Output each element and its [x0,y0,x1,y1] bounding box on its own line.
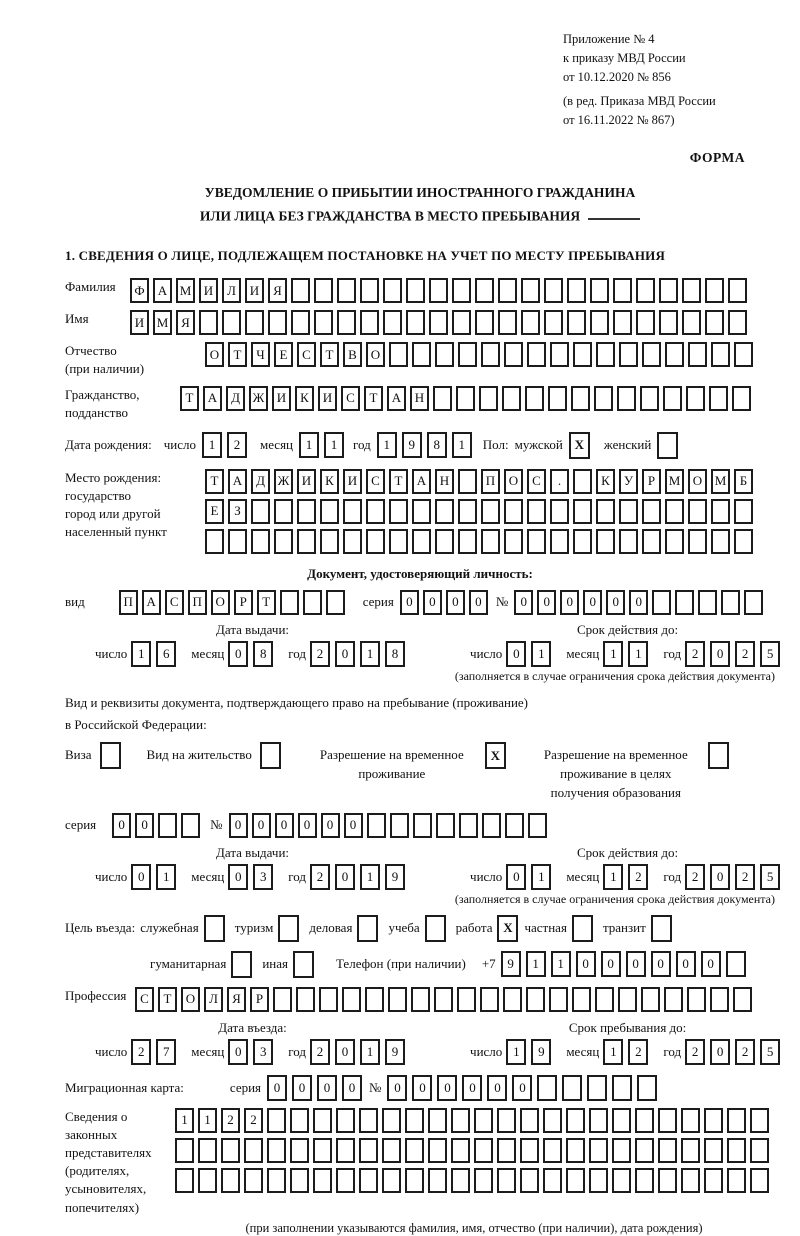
name-label: Имя [65,311,89,327]
birthdate-label: Дата рождения: [65,437,152,453]
citizenship-cells[interactable]: Т А Д Ж И К И С Т А Н [180,386,755,411]
residence-dates-row [65,845,775,890]
option-residence-permit-label: Вид на жительство [146,747,252,763]
residence-issue-group [95,845,410,890]
birth-day-cells[interactable]: 1 2 [202,432,252,458]
option-temp-residence-label: Разрешение на временное проживание [319,747,464,781]
appendix-line: к приказу МВД России [563,50,686,65]
identity-valid-group [470,622,785,667]
year-label: год [663,645,682,661]
citizenship-row [65,386,775,422]
doc-number-cells[interactable]: 0 0 0 0 0 0 [514,590,767,615]
purpose-private-checkbox[interactable] [572,915,593,942]
residence-series-label: серия [65,817,97,833]
option-temp-residence-edu [532,742,729,803]
residence-series-row [65,813,775,838]
mc-series-cells[interactable]: 0 0 0 0 [267,1075,367,1101]
citizenship-label: Гражданство, подданство [65,386,140,420]
form-title-line2: ИЛИ ЛИЦА БЕЗ ГРАЖДАНСТВА В МЕСТО ПРЕБЫВАНИЯ [65,205,775,228]
birthplace-label: Место рождения: государство город или другой населенный пункт [65,469,167,540]
entry-dates-row [65,1020,775,1065]
res-issue-year-cells[interactable]: 2 0 1 9 [310,864,410,890]
month-label: месяц [566,1043,600,1059]
purpose-tourism-label: туризм [234,920,274,936]
month-label: месяц [191,868,225,884]
birthplace-cells-block [205,469,757,559]
sex-male-label: мужской [514,437,563,453]
section1-title: 1. СВЕДЕНИЯ О ЛИЦЕ, ПОДЛЕЖАЩЕМ ПОСТАНОВКЕ НА УЧЕТ ПО МЕСТУ ПРЕБЫВАНИЯ [65,248,666,264]
purpose-humanitarian-label: гуманитарная [150,956,227,972]
form-label: ФОРМА [689,149,745,165]
purpose-study-label: учеба [388,920,420,936]
day-label: число [95,868,128,884]
identity-issue-group [95,622,410,667]
migration-card-row [65,1075,775,1101]
valid-until-head: Срок действия до: [577,621,679,637]
birthplace-cells-row2[interactable]: Е З [205,499,757,524]
purpose-transit-checkbox[interactable] [651,915,672,942]
doc-series-label: серия [362,594,394,610]
option-visa [65,742,121,769]
id-valid-day-cells[interactable]: 0 1 [506,641,556,667]
birthplace-row [65,469,775,559]
phone-cells[interactable]: 9 1 1 0 0 0 0 0 0 [501,951,751,977]
residence-number-label: № [210,817,223,833]
patronymic-cells[interactable]: О Т Ч Е С Т В О [205,342,757,367]
residence-valid-group [470,845,785,890]
valid-until-head: Срок действия до: [577,844,679,860]
phone-prefix: +7 [481,956,496,972]
residence-intro: Вид и реквизиты документа, подтверждающего право на пребывание (проживание) в Российской Федерации: [65,694,529,732]
month-label: месяц [566,868,600,884]
option-temp-residence-edu-checkbox[interactable] [708,742,729,769]
phone-label: Телефон (при наличии) [335,956,466,972]
id-valid-year-cells[interactable]: 2 0 2 5 [685,641,785,667]
mc-number-label: № [369,1079,382,1095]
entry-month-cells[interactable]: 0 3 [228,1039,278,1065]
birthplace-cells-row3[interactable] [205,529,757,554]
purpose-commercial-checkbox[interactable] [357,915,378,942]
doc-kind-cells[interactable]: П А С П О Р Т [119,590,349,615]
month-label: месяц [566,645,600,661]
profession-cells[interactable]: С Т О Л Я Р [135,987,756,1012]
doc-number-label: № [495,594,509,610]
representatives-cells-block [175,1108,773,1236]
representatives-cells-row3[interactable] [175,1168,773,1193]
purpose-row2 [150,951,775,978]
issue-date-head: Дата выдачи: [216,621,290,637]
profession-label: Профессия [65,987,127,1003]
res-valid-day-cells[interactable]: 0 1 [506,864,556,890]
purpose-work-checkbox[interactable]: X [497,915,518,942]
restriction-note: (заполняется в случае ограничения срока действия документа) [454,668,775,683]
purpose-business-checkbox[interactable] [204,915,225,942]
revision-line: (в ред. Приказа МВД России [563,94,716,109]
id-issue-year-cells[interactable]: 2 0 1 8 [310,641,410,667]
id-issue-month-cells[interactable]: 0 8 [228,641,278,667]
identity-dates-row [65,622,775,667]
purpose-label: Цель въезда: [65,920,136,936]
month-label: месяц [191,645,225,661]
id-issue-day-cells[interactable]: 1 6 [131,641,181,667]
year-label: год [288,868,307,884]
appendix-line: Приложение № 4 [563,32,655,46]
representatives-cells-row1[interactable]: 1 1 2 2 [175,1108,773,1133]
res-valid-year-cells[interactable]: 2 0 2 5 [685,864,785,890]
stay-day-cells[interactable]: 1 9 [506,1039,556,1065]
option-visa-label: Виза [65,747,92,763]
purpose-humanitarian-checkbox[interactable] [231,951,252,978]
identity-doc-title: Документ, удостоверяющий личность: [307,565,533,581]
sex-label: Пол: [482,437,509,453]
profession-row [65,987,775,1012]
representatives-note: (при заполнении указываются фамилия, имя, отчество (при наличии), дата рождения) [245,1220,703,1235]
stay-month-cells[interactable]: 1 2 [603,1039,653,1065]
res-issue-day-cells[interactable]: 0 1 [131,864,181,890]
sex-male-checkbox[interactable]: X [569,432,590,459]
year-label: год [663,868,682,884]
appendix-line: от 10.12.2020 № 856 [563,69,671,84]
purpose-work-label: работа [455,920,493,936]
option-temp-residence [307,742,506,784]
res-issue-month-cells[interactable]: 0 3 [228,864,278,890]
option-residence-permit-checkbox[interactable] [260,742,281,769]
day-label: число [95,645,128,661]
title-underline [588,205,640,221]
identity-doc-row [65,590,775,615]
representatives-cells-row2[interactable] [175,1138,773,1163]
purpose-business-label: служебная [140,920,199,936]
doc-kind-label: вид [65,594,85,610]
purpose-other-checkbox[interactable] [293,951,314,978]
day-label: число [470,868,503,884]
birth-year-cells[interactable]: 1 9 8 1 [377,432,477,458]
purpose-commercial-label: деловая [309,920,353,936]
birthplace-cells-row1[interactable]: Т А Д Ж И К И С Т А Н П О С . К У Р М О М Б [205,469,757,494]
option-temp-residence-checkbox[interactable]: X [485,742,506,769]
entry-date-group [95,1020,410,1065]
res-valid-month-cells[interactable]: 1 2 [603,864,653,890]
representatives-row [65,1108,775,1236]
doc-series-cells[interactable]: 0 0 0 0 [400,590,492,615]
stay-until-group [470,1020,785,1065]
id-valid-month-cells[interactable]: 1 1 [603,641,653,667]
revision-line: от 16.11.2022 № 867) [563,113,675,127]
purpose-tourism-checkbox[interactable] [278,915,299,942]
representatives-label: Сведения о законных представителях (родителях, усыновителях, попечителях) [65,1108,152,1215]
residence-series-cells[interactable]: 0 0 [112,813,204,838]
patronymic-row [65,342,775,378]
issue-date-head: Дата выдачи: [216,844,290,860]
sex-female-checkbox[interactable] [657,432,678,459]
entry-year-cells[interactable]: 2 0 1 9 [310,1039,410,1065]
surname-row [65,278,775,303]
option-residence-permit [147,742,281,769]
purpose-other-label: иная [262,956,288,972]
mc-series-label: серия [229,1079,262,1095]
day-label: число [163,437,196,453]
residence-options-row [65,742,775,803]
year-label: год [663,1043,682,1059]
entry-date-head: Дата въезда: [218,1019,287,1035]
day-label: число [95,1043,128,1059]
purpose-row1 [65,915,775,942]
birth-month-cells[interactable]: 1 1 [299,432,349,458]
purpose-transit-label: транзит [602,920,646,936]
appendix-block [563,30,775,130]
option-visa-checkbox[interactable] [100,742,121,769]
month-label: месяц [191,1043,225,1059]
birthdate-row [65,432,775,459]
day-label: число [470,645,503,661]
restriction-note: (заполняется в случае ограничения срока действия документа) [454,891,775,906]
purpose-study-checkbox[interactable] [425,915,446,942]
name-cells[interactable]: И М Я [130,310,751,335]
stay-year-cells[interactable]: 2 0 2 5 [685,1039,785,1065]
day-label: число [470,1043,503,1059]
mc-number-cells[interactable]: 0 0 0 0 0 0 [387,1075,662,1101]
year-label: год [353,437,371,453]
form-title-line1: УВЕДОМЛЕНИЕ О ПРИБЫТИИ ИНОСТРАННОГО ГРАЖДАНИНА [204,184,636,200]
entry-day-cells[interactable]: 2 7 [131,1039,181,1065]
form-title [65,182,775,228]
year-label: год [288,645,307,661]
surname-cells[interactable]: Ф А М И Л И Я [130,278,751,303]
sex-female-label: женский [603,437,652,453]
month-label: месяц [259,437,294,453]
year-label: год [288,1043,307,1059]
option-temp-residence-edu-label: Разрешение на временное проживание в целях получения образования [543,747,688,800]
purpose-private-label: частная [524,920,567,936]
surname-label: Фамилия [65,279,116,295]
residence-number-cells[interactable]: 0 0 0 0 0 0 [229,813,551,838]
patronymic-label: Отчество (при наличии) [65,343,145,377]
name-row [65,310,775,335]
stay-until-head: Срок пребывания до: [568,1019,687,1035]
migration-card-label: Миграционная карта: [65,1079,184,1095]
